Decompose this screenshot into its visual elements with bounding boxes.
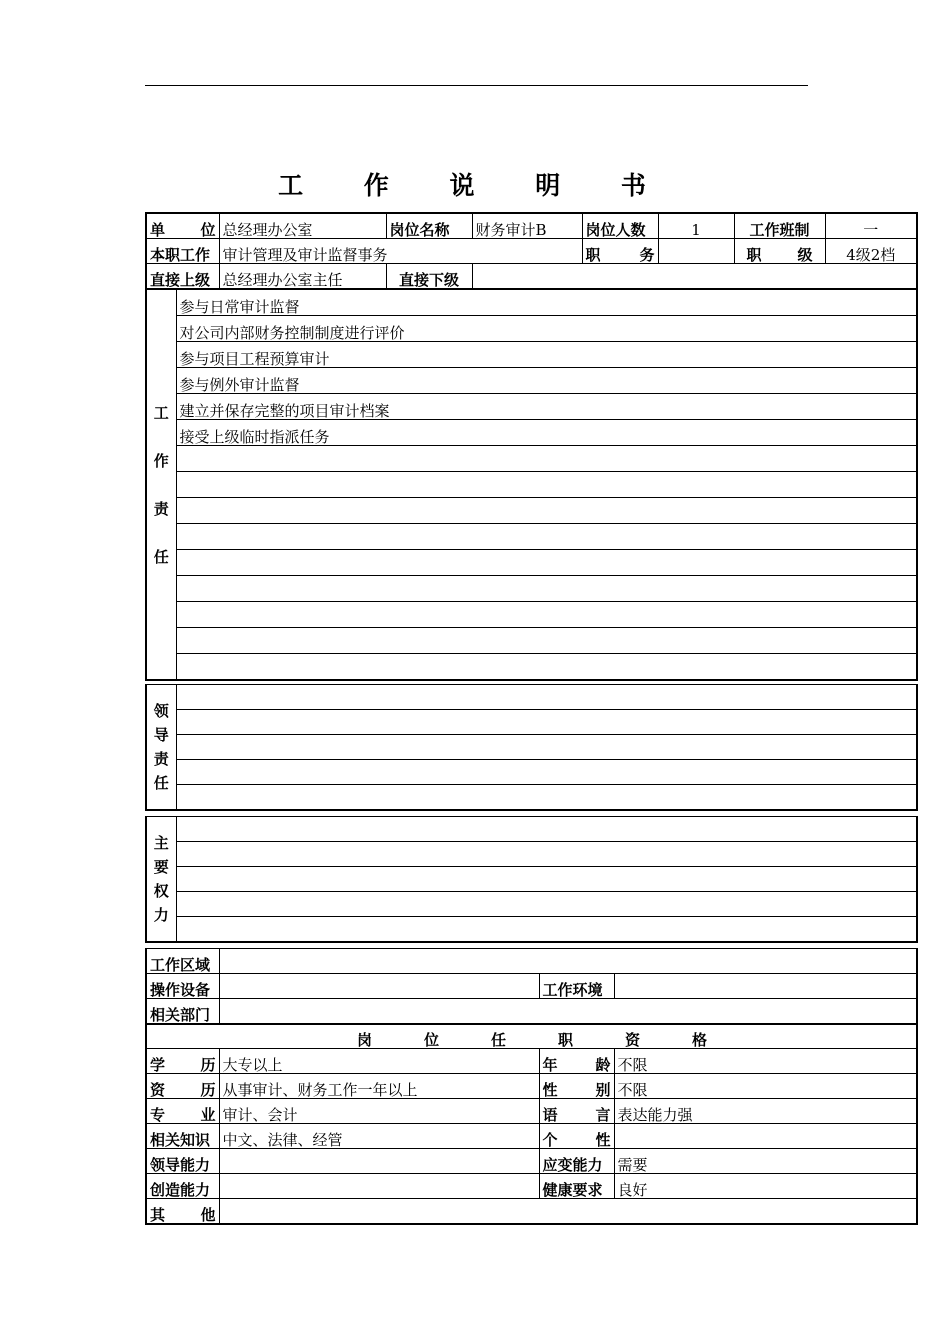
responsibility-row: 参与日常审计监督 (176, 290, 917, 316)
responsibility-row (176, 576, 917, 602)
departments-label: 相关部门 (146, 999, 219, 1025)
qualification-heading-text: 岗位任职资格 (357, 1031, 760, 1049)
authority-table (145, 816, 918, 943)
qualification-heading (146, 1024, 917, 1049)
creativity-label: 创造能力 (146, 1174, 219, 1199)
qualification-table (145, 1023, 918, 1225)
job-work-label: 本职工作 (146, 239, 219, 264)
responsibility-row: 接受上级临时指派任务 (176, 420, 917, 446)
header-table (145, 212, 918, 290)
authority-row (176, 917, 917, 943)
leadership-row (176, 735, 917, 760)
work-area-label: 工作区域 (146, 949, 219, 974)
shift-value: 一 (825, 213, 917, 239)
responsibility-row: 参与项目工程预算审计 (176, 342, 917, 368)
education-value: 大专以上 (219, 1049, 539, 1074)
age-value: 不限 (614, 1049, 917, 1074)
authority-row (176, 842, 917, 867)
language-label: 语言 (539, 1099, 614, 1124)
authority-row (176, 867, 917, 892)
work-info-table (145, 948, 918, 1025)
responsibilities-label (146, 290, 176, 681)
responsibility-row (176, 550, 917, 576)
grade-label: 职级 (734, 239, 825, 264)
job-work-value: 审计管理及审计监督事务 (219, 239, 582, 264)
age-label: 年龄 (539, 1049, 614, 1074)
adaptability-value: 需要 (614, 1149, 917, 1174)
duty-label: 职务 (582, 239, 658, 264)
authority-row (176, 817, 917, 842)
experience-value: 从事审计、财务工作一年以上 (219, 1074, 539, 1099)
leadership-ability-value (219, 1149, 539, 1174)
leadership-row (176, 685, 917, 710)
responsibility-row (176, 472, 917, 498)
equipment-value (219, 974, 539, 999)
environment-value (614, 974, 917, 999)
departments-value (219, 999, 917, 1025)
leadership-table (145, 684, 918, 811)
responsibility-row (176, 654, 917, 681)
responsibility-row (176, 602, 917, 628)
post-name-label: 岗位名称 (386, 213, 472, 239)
headcount-label: 岗位人数 (582, 213, 658, 239)
other-label: 其他 (146, 1199, 219, 1225)
headcount-value: 1 (658, 213, 734, 239)
health-value: 良好 (614, 1174, 917, 1199)
health-label: 健康要求 (539, 1174, 614, 1199)
superior-label: 直接上级 (146, 264, 219, 290)
page-title: 工 作 说 明 书 (278, 171, 672, 200)
work-area-value (219, 949, 917, 974)
leadership-label-text: 领导责任 (153, 702, 169, 792)
grade-value: 4级2档 (825, 239, 917, 264)
experience-label: 资历 (146, 1074, 219, 1099)
subordinate-label: 直接下级 (386, 264, 472, 290)
authority-label (146, 817, 176, 943)
gender-label: 性别 (539, 1074, 614, 1099)
major-value: 审计、会计 (219, 1099, 539, 1124)
knowledge-value: 中文、法律、经管 (219, 1124, 539, 1149)
language-value: 表达能力强 (614, 1099, 917, 1124)
responsibility-row: 对公司内部财务控制制度进行评价 (176, 316, 917, 342)
authority-label-text: 主要权力 (153, 834, 169, 924)
environment-label: 工作环境 (539, 974, 614, 999)
post-name-value: 财务审计B (472, 213, 582, 239)
responsibility-row (176, 446, 917, 472)
responsibility-row (176, 628, 917, 654)
responsibility-row: 参与例外审计监督 (176, 368, 917, 394)
subordinate-value (472, 264, 917, 290)
authority-row (176, 892, 917, 917)
equipment-label: 操作设备 (146, 974, 219, 999)
responsibilities-label-text: 工作责任 (153, 403, 169, 566)
header-rule (145, 85, 808, 86)
leadership-row (176, 760, 917, 785)
major-label: 专业 (146, 1099, 219, 1124)
superior-value: 总经理办公室主任 (219, 264, 386, 290)
leadership-label (146, 685, 176, 811)
personality-label: 个性 (539, 1124, 614, 1149)
duty-value (658, 239, 734, 264)
personality-value (614, 1124, 917, 1149)
leadership-row (176, 785, 917, 811)
adaptability-label: 应变能力 (539, 1149, 614, 1174)
responsibility-row (176, 524, 917, 550)
leadership-ability-label: 领导能力 (146, 1149, 219, 1174)
unit-label: 单位 (146, 213, 219, 239)
responsibilities-table (145, 289, 918, 681)
responsibility-row (176, 498, 917, 524)
gender-value: 不限 (614, 1074, 917, 1099)
knowledge-label: 相关知识 (146, 1124, 219, 1149)
unit-value: 总经理办公室 (219, 213, 386, 239)
responsibility-row: 建立并保存完整的项目审计档案 (176, 394, 917, 420)
shift-label: 工作班制 (734, 213, 825, 239)
creativity-value (219, 1174, 539, 1199)
other-value (219, 1199, 917, 1225)
leadership-row (176, 710, 917, 735)
education-label: 学历 (146, 1049, 219, 1074)
